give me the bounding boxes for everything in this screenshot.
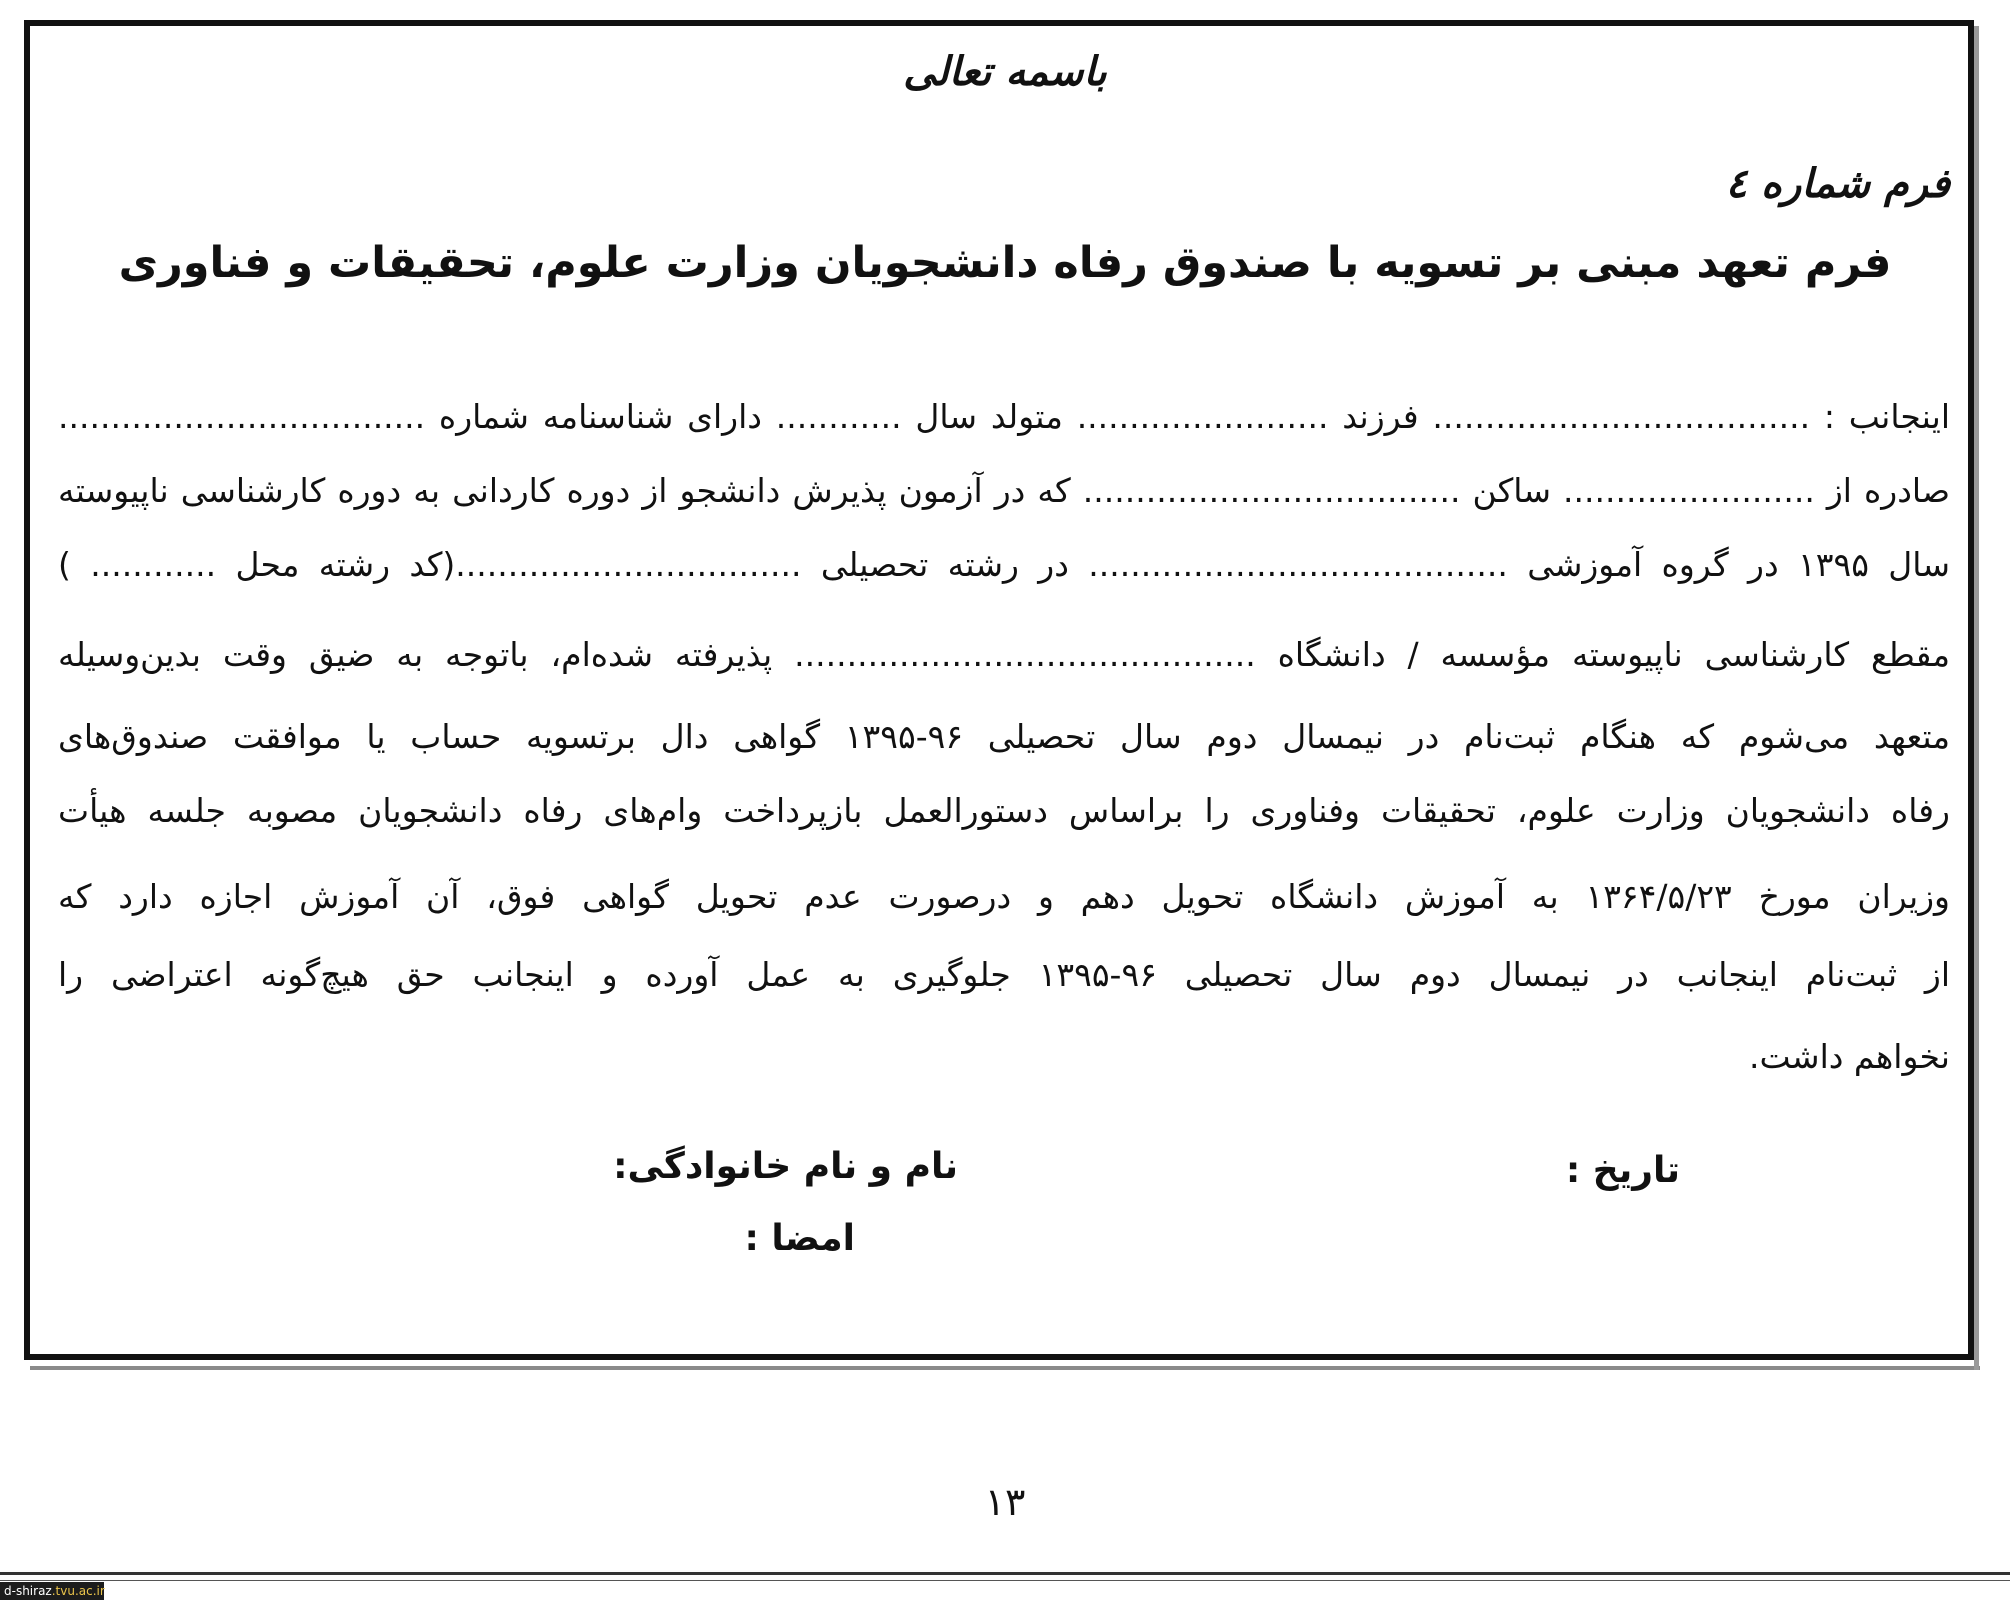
body-line-7: وزیران مورخ ۱۳۶۴/۵/۲۳ به آموزش دانشگاه تحویل دهم و درصورت عدم تحویل گواهی فوق، آن آموزش اجازه دارد که [58, 877, 1950, 916]
body-line-6: رفاه دانشجویان وزارت علوم، تحقیقات وفناوری را براساس دستورالعمل بازپرداخت وام‌های رفاه دانشجویان مصوبه جلسه هیأت [58, 791, 1950, 830]
site-badge-domain: .tvu.ac.ir [51, 1584, 105, 1598]
page-number: ۱۳ [984, 1480, 1026, 1524]
footer-rule [0, 1572, 2010, 1575]
signature-label: امضا : [744, 1218, 855, 1259]
form-frame [24, 20, 1974, 1360]
frame-shadow-side [1974, 26, 1979, 1370]
basmeh-heading: باسمه تعالی [903, 48, 1107, 95]
site-badge-main: d-shiraz [4, 1584, 52, 1598]
body-line-8: از ثبت‌نام اینجانب در نیمسال دوم سال تحصیلی ۹۶-۱۳۹۵ جلوگیری به عمل آورده و اینجانب حق هیچ‌گونه اعتراضی را [58, 955, 1950, 994]
date-label: تاریخ : [1565, 1150, 1680, 1191]
body-line-1: اینجانب : .................................... فرزند ........................ متولد سال ............ دارای شناسنامه شماره ................................... [58, 397, 1950, 436]
name-label: نام و نام خانوادگی: [613, 1146, 958, 1187]
form-title: فرم تعهد مبنی بر تسویه با صندوق رفاه دانشجویان وزارت علوم، تحقیقات و فناوری [118, 238, 1892, 288]
footer-rule-thin [0, 1580, 2010, 1581]
body-line-5: متعهد می‌شوم که هنگام ثبت‌نام در نیمسال دوم سال تحصیلی ۹۶-۱۳۹۵ گواهی دال برتسویه حساب یا موافقت صندوق‌های [58, 717, 1950, 756]
body-line-4: مقطع کارشناسی ناپیوسته مؤسسه / دانشگاه ............................................ پذیرفته شده‌ام، باتوجه به ضیق وقت بدین‌وسیله [58, 635, 1950, 674]
body-line-9: نخواهم داشت. [1749, 1037, 1950, 1076]
frame-shadow [30, 1366, 1980, 1370]
form-number: فرم شماره ٤ [1725, 160, 1950, 207]
body-line-3: سال ۱۳۹۵ در گروه آموزشی ........................................ در رشته تحصیلی .................................(کد رشته محل ............ ) [58, 545, 1950, 584]
site-badge [0, 1582, 104, 1600]
body-line-2: صادره از ........................ ساکن .................................... که در آزمون پذیرش دانشجو از دوره کاردانی به دوره کارشناسی ناپیوسته [58, 471, 1950, 510]
